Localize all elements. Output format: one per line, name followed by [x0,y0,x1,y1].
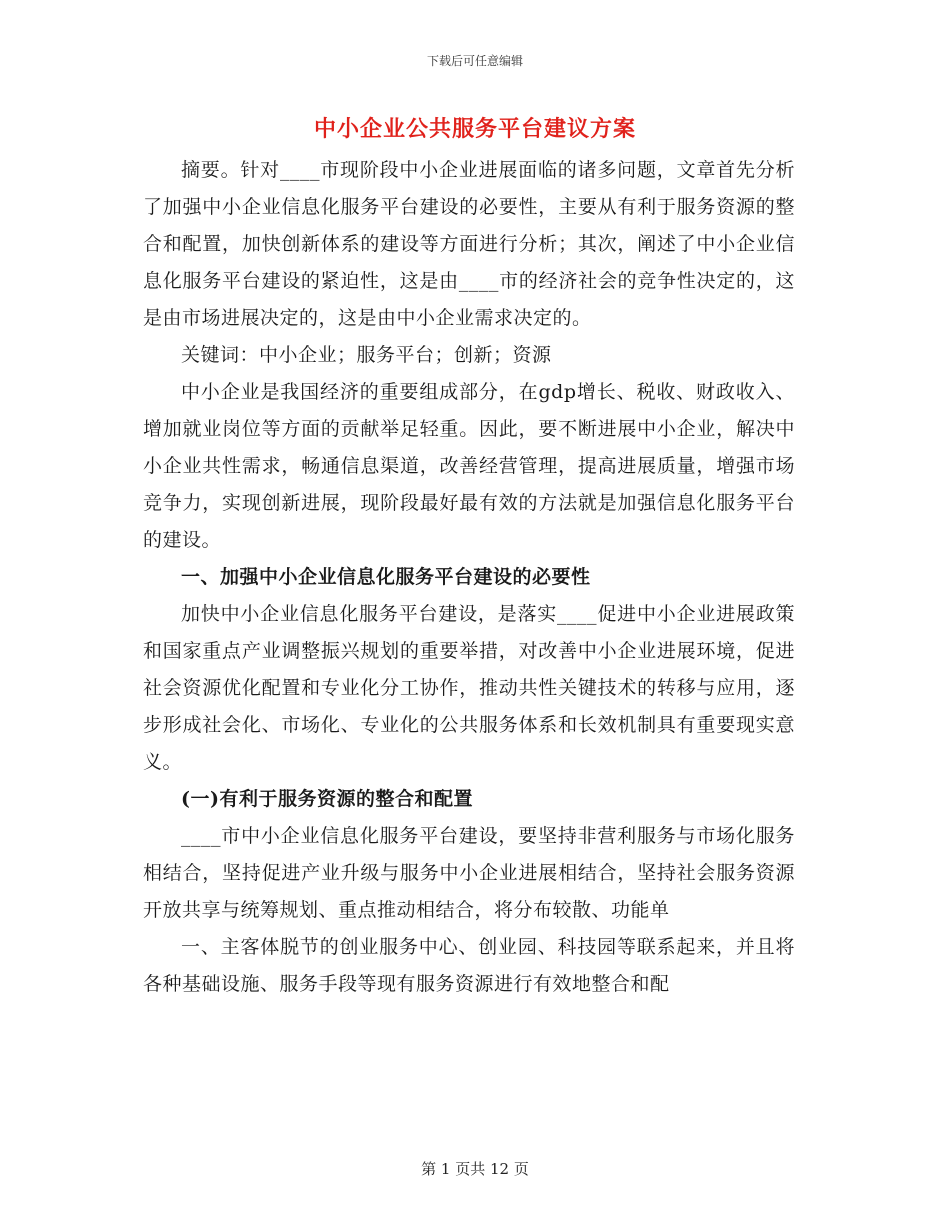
section-1-paragraph: 加快中小企业信息化服务平台建设，是落实____促进中小企业进展政策和国家重点产业调整振兴规划的重要举措，对改善中小企业进展环境，促进社会资源优化配置和专业化分工协作，推动共性关键技术的转移与应用，逐步形成社会化、市场化、专业化的公共服务体系和长效机制具有重要现实意义。 [143,603,795,773]
intro-paragraph: 中小企业是我国经济的重要组成部分，在gdp增长、税收、财政收入、增加就业岗位等方面的贡献举足轻重。因此，要不断进展中小企业，解决中小企业共性需求，畅通信息渠道，改善经营管理，提高进展质量，增强市场竞争力，实现创新进展，现阶段最好最有效的方法就是加强信息化服务平台的建设。 [143,381,795,551]
page-footer: 第 1 页共 12 页 [421,1160,529,1178]
keywords-paragraph: 关键词：中小企业；服务平台；创新；资源 [181,344,552,366]
page-header: 下载后可任意编辑 [426,54,523,68]
section-heading-1: 一、加强中小企业信息化服务平台建设的必要性 [181,566,591,588]
subsection-heading-1: (一)有利于服务资源的整合和配置 [181,788,473,810]
subsection-1-paragraph: ____市中小企业信息化服务平台建设，要坚持非营利服务与市场化服务相结合，坚持促进产业升级与服务中小企业进展相结合，坚持社会服务资源开放共享与统筹规划、重点推动相结合，将分布较散、功能单 [143,825,795,921]
document-title: 中小企业公共服务平台建议方案 [313,116,636,142]
document-body [143,152,795,1003]
continuation-paragraph: 一、主客体脱节的创业服务中心、创业园、科技园等联系起来，并且将各种基础设施、服务手段等现有服务资源进行有效地整合和配 [143,936,795,995]
abstract-paragraph: 摘要。针对____市现阶段中小企业进展面临的诸多问题，文章首先分析了加强中小企业信息化服务平台建设的必要性，主要从有利于服务资源的整合和配置，加快创新体系的建设等方面进行分析；其次，阐述了中小企业信息化服务平台建设的紧迫性，这是由____市的经济社会的竞争性决定的，这是由市场进展决定的，这是由中小企业需求决定的。 [143,159,795,329]
